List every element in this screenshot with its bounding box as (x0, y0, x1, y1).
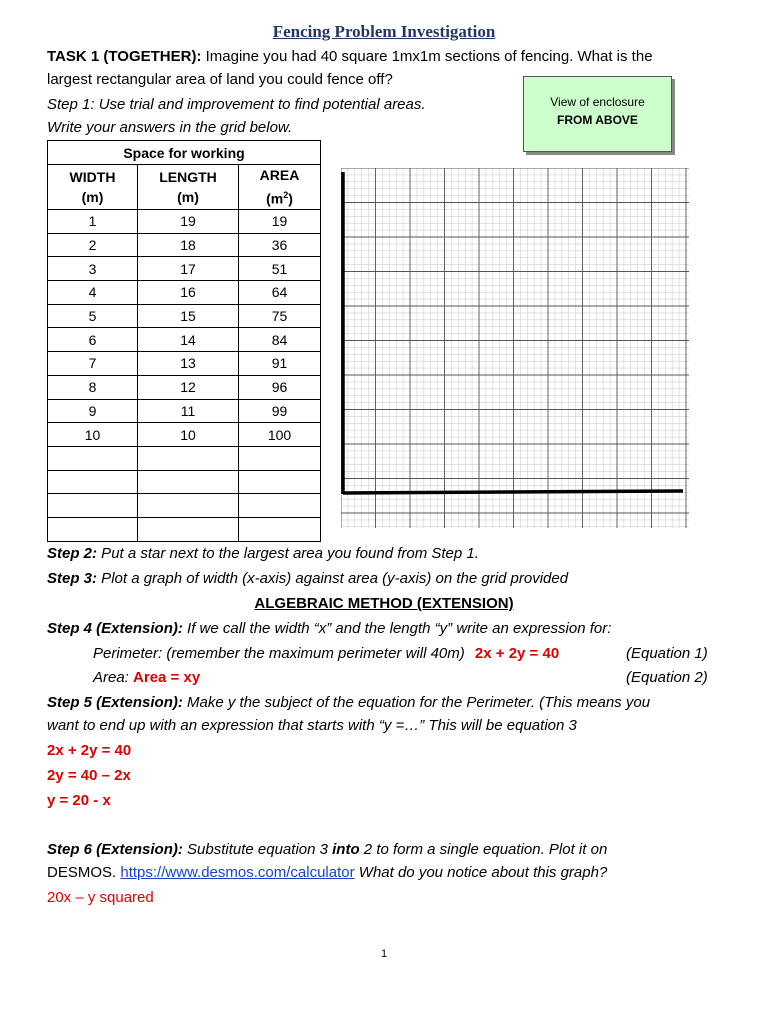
step4-text: If we call the width “x” and the length “y” write an expression for: (182, 620, 612, 637)
area-cell (239, 517, 321, 541)
table-row (48, 210, 321, 234)
header-width: WIDTH (m) (48, 165, 138, 210)
equation2-label: (Equation 2) (626, 669, 708, 686)
length-cell (138, 494, 239, 518)
step5-label: Step 5 (Extension): (47, 694, 183, 711)
page-title: Fencing Problem Investigation (272, 22, 496, 41)
area-line (93, 666, 200, 689)
table-row (48, 517, 321, 541)
working-table (47, 140, 321, 542)
equation1-label: (Equation 1) (626, 645, 708, 662)
width-cell: 1 (48, 210, 138, 234)
length-cell: 14 (138, 328, 239, 352)
table-body (48, 210, 321, 542)
area-cell: 91 (239, 352, 321, 376)
perimeter-text: Perimeter: (remember the maximum perimeter will 40m) (93, 645, 465, 662)
step3-label: Step 3: (47, 570, 98, 587)
step5-answer-1: 2x + 2y = 40 (47, 742, 132, 759)
step5-answer-2: 2y = 40 – 2x (47, 767, 131, 784)
length-cell: 13 (138, 352, 239, 376)
table-caption: Space for working (48, 141, 321, 165)
step6-line2: DESMOS. https://www.desmos.com/calculator What do you notice about this graph? (47, 864, 608, 881)
area-cell: 36 (239, 233, 321, 257)
table-row (48, 257, 321, 281)
length-cell: 16 (138, 281, 239, 305)
step5-answer-3: y = 20 - x (47, 792, 111, 809)
task1-line2: largest rectangular area of land you could fence off? (47, 71, 393, 88)
x-axis-line (343, 491, 683, 493)
length-cell: 18 (138, 233, 239, 257)
graph-grid (341, 168, 689, 528)
width-cell: 2 (48, 233, 138, 257)
step6-label: Step 6 (Extension): (47, 841, 183, 858)
enclosure-box-line2: FROM ABOVE (557, 113, 638, 127)
page-number: 1 (380, 948, 388, 960)
area-cell: 100 (239, 423, 321, 447)
length-cell: 11 (138, 399, 239, 423)
area-cell: 19 (239, 210, 321, 234)
area-text: Area: (93, 669, 134, 686)
length-cell: 15 (138, 304, 239, 328)
table-row (48, 494, 321, 518)
step2-label: Step 2: (47, 545, 98, 562)
task1-line1 (47, 45, 653, 68)
width-cell: 10 (48, 423, 138, 447)
desmos-link[interactable]: https://www.desmos.com/calculator (120, 864, 355, 881)
step6-answer: 20x – y squared (47, 889, 154, 906)
width-cell: 3 (48, 257, 138, 281)
length-cell: 19 (138, 210, 239, 234)
step6-line1: Step 6 (Extension): Substitute equation 3 into 2 to form a single equation. Plot it on (47, 841, 608, 858)
table-row (48, 281, 321, 305)
step2-line (47, 542, 479, 565)
step1-line1: Step 1: Use trial and improvement to find potential areas. (47, 96, 426, 113)
step4-line (47, 617, 611, 640)
length-cell (138, 517, 239, 541)
width-cell: 4 (48, 281, 138, 305)
table-row (48, 423, 321, 447)
table-row (48, 328, 321, 352)
table-header-row (48, 165, 321, 210)
step2-text: Put a star next to the largest area you found from Step 1. (97, 545, 479, 562)
width-cell (48, 517, 138, 541)
width-cell (48, 470, 138, 494)
enclosure-box-line1: View of enclosure (550, 95, 645, 109)
area-cell: 75 (239, 304, 321, 328)
enclosure-view-box (523, 76, 672, 152)
task1-text1: Imagine you had 40 square 1mx1m sections of fencing. What is the (201, 48, 653, 65)
header-length: LENGTH (m) (138, 165, 239, 210)
width-cell: 9 (48, 399, 138, 423)
perimeter-answer: 2x + 2y = 40 (474, 645, 560, 662)
table-row (48, 304, 321, 328)
width-cell (48, 494, 138, 518)
length-cell (138, 470, 239, 494)
header-area: AREA $(m^2)$ (239, 165, 321, 210)
algebraic-heading: ALGEBRAIC METHOD (EXTENSION) (254, 595, 514, 612)
table-row (48, 352, 321, 376)
step4-label: Step 4 (Extension): (47, 620, 183, 637)
step5-line1 (47, 691, 650, 714)
step5-text1: Make y the subject of the equation for the Perimeter. (This means you (182, 694, 651, 711)
step3-line (47, 567, 568, 590)
area-answer: Area = xy (133, 669, 201, 686)
table-row (48, 233, 321, 257)
step3-text: Plot a graph of width (x-axis) against area (y-axis) on the grid provided (97, 570, 569, 587)
table-row (48, 470, 321, 494)
length-cell: 17 (138, 257, 239, 281)
width-cell: 8 (48, 375, 138, 399)
area-cell (239, 470, 321, 494)
length-cell: 12 (138, 375, 239, 399)
area-cell (239, 494, 321, 518)
length-cell: 10 (138, 423, 239, 447)
area-cell: 64 (239, 281, 321, 305)
table-row (48, 399, 321, 423)
table-row (48, 446, 321, 470)
width-cell: 5 (48, 304, 138, 328)
width-cell: 6 (48, 328, 138, 352)
area-cell: 96 (239, 375, 321, 399)
area-cell: 99 (239, 399, 321, 423)
width-cell: 7 (48, 352, 138, 376)
width-cell (48, 446, 138, 470)
perimeter-line (93, 642, 559, 665)
length-cell (138, 446, 239, 470)
area-cell: 84 (239, 328, 321, 352)
area-cell: 51 (239, 257, 321, 281)
step1-line2: Write your answers in the grid below. (47, 119, 293, 136)
task1-label: TASK 1 (TOGETHER): (47, 48, 202, 65)
table-row (48, 375, 321, 399)
area-cell (239, 446, 321, 470)
step5-line2: want to end up with an expression that starts with “y =…” This will be equation 3 (47, 717, 577, 734)
